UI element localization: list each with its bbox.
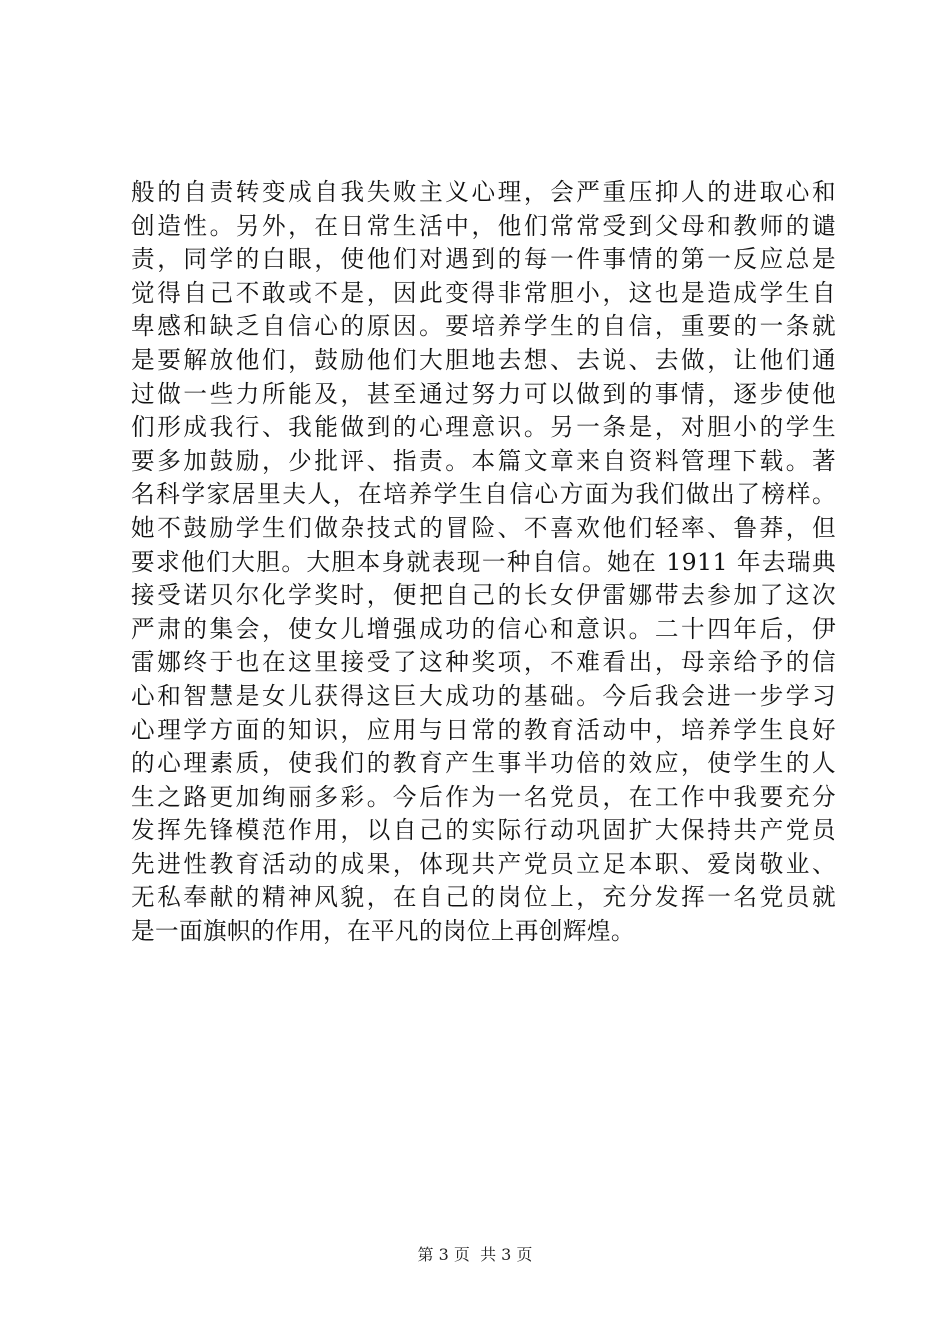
text-line: 无私奉献的精神风貌，在自己的岗位上，充分发挥一名党员就 xyxy=(131,883,836,912)
text-line: 要求他们大胆。大胆本身就表现一种自信。她在 1911 年去瑞典 xyxy=(131,547,836,576)
text-line: 创造性。另外，在日常生活中，他们常常受到父母和教师的谴 xyxy=(131,211,836,240)
text-line: 发挥先锋模范作用，以自己的实际行动巩固扩大保持共产党员 xyxy=(131,816,836,845)
text-line: 严肃的集会，使女儿增强成功的信心和意识。二十四年后，伊 xyxy=(131,614,836,643)
page-number-footer: 第 3 页 共 3 页 xyxy=(417,1245,533,1264)
text-line: 的心理素质，使我们的教育产生事半功倍的效应，使学生的人 xyxy=(131,749,836,778)
text-line: 责，同学的白眼，使他们对遇到的每一件事情的第一反应总是 xyxy=(131,245,836,274)
text-line: 要多加鼓励，少批评、指责。本篇文章来自资料管理下载。著 xyxy=(131,446,836,475)
text-line: 卑感和缺乏自信心的原因。要培养学生的自信，重要的一条就 xyxy=(131,312,836,341)
text-line: 先进性教育活动的成果，体现共产党员立足本职、爱岗敬业、 xyxy=(131,849,836,878)
text-line: 接受诺贝尔化学奖时，便把自己的长女伊雷娜带去参加了这次 xyxy=(131,581,836,610)
text-line: 们形成我行、我能做到的心理意识。另一条是，对胆小的学生 xyxy=(131,413,836,442)
text-line: 是一面旗帜的作用，在平凡的岗位上再创辉煌。 xyxy=(131,917,635,946)
text-line: 她不鼓励学生们做杂技式的冒险、不喜欢他们轻率、鲁莽，但 xyxy=(131,513,836,542)
text-line: 觉得自己不敢或不是，因此变得非常胆小，这也是造成学生自 xyxy=(131,278,836,307)
text-line: 生之路更加绚丽多彩。今后作为一名党员，在工作中我要充分 xyxy=(131,782,836,811)
text-line: 心理学方面的知识，应用与日常的教育活动中，培养学生良好 xyxy=(131,715,836,744)
text-line: 雷娜终于也在这里接受了这种奖项，不难看出，母亲给予的信 xyxy=(131,648,836,677)
text-line: 心和智慧是女儿获得这巨大成功的基础。今后我会进一步学习 xyxy=(131,681,836,710)
body-text xyxy=(131,176,836,949)
text-line: 般的自责转变成自我失败主义心理，会严重压抑人的进取心和 xyxy=(131,178,836,206)
text-line: 过做一些力所能及，甚至通过努力可以做到的事情，逐步使他 xyxy=(131,379,836,408)
text-line: 是要解放他们，鼓励他们大胆地去想、去说、去做，让他们通 xyxy=(131,345,836,374)
text-line: 名科学家居里夫人，在培养学生自信心方面为我们做出了榜样。 xyxy=(131,480,836,509)
